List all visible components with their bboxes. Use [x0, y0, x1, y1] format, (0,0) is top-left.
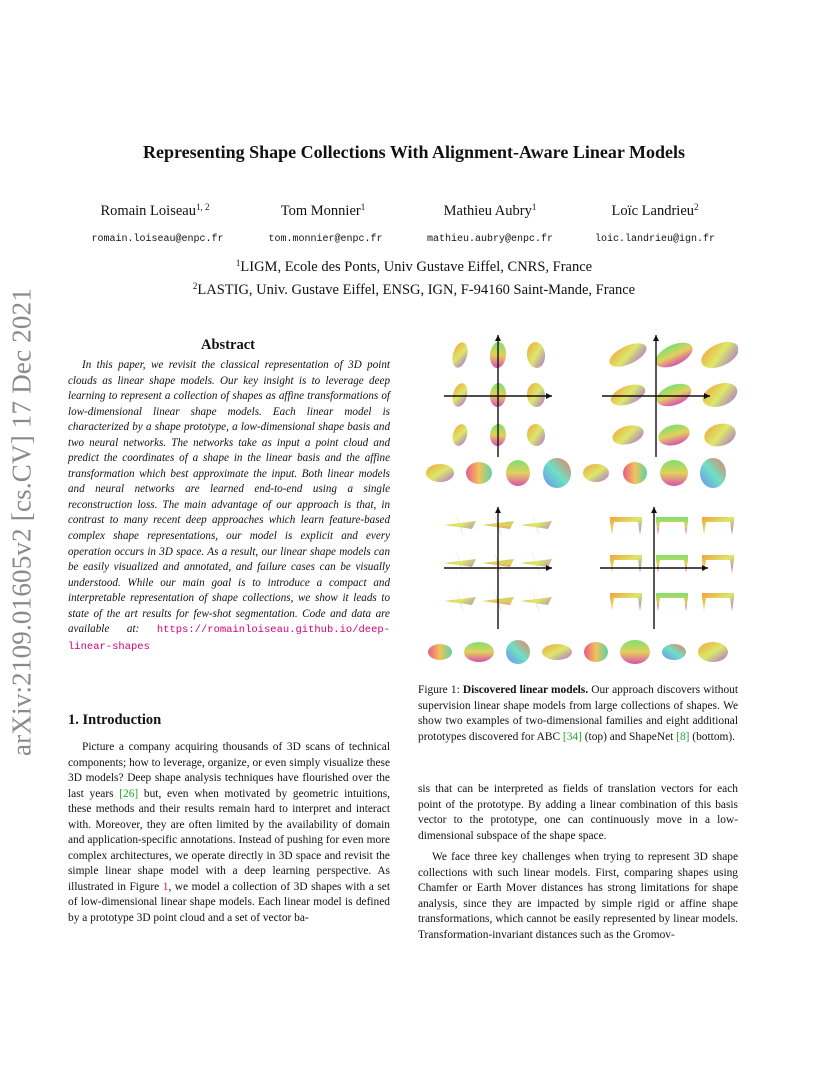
abstract-text: In this paper, we revisit the classical representation of 3D point clouds as linear shape models. Our key insight is to leverage deep learning to represent a collection of shapes as affine transformations of low-dimensional linear shape models. Each linear model is characterized by a shape prototype, a low-dimensional shape basis and two neural networks. The networks take as input a point cloud and predict the coordinates of a shape in the linear basis and the affine transformation which best approximate the input. Both linear models and neural networks are learned end-to-end using a single reconstruction loss. The main advantage of our approach is that, in contrast to many recent deep approaches which learn feature-based complex shape representations, our model is explicit and every operation occurs in 3D space. As a result, our linear shape models can be easily visualized and annotated, and failure cases can be visually understood. While our main goal is to introduce a compact and interpretable representation of shape collections, we show it leads to state of the art results for few-shot segmentation. Code and data are available at: — [68, 359, 390, 636]
shapenet-prototype-shape — [698, 642, 728, 662]
caption-title: Discovered linear models. — [462, 684, 589, 696]
abc-prototype-shape — [623, 462, 647, 484]
shapenet-family-b-shape — [610, 555, 642, 573]
shapenet-family-b-y-arrow — [651, 507, 657, 513]
author-email: romain.loiseau@enpc.fr — [91, 234, 224, 245]
shapenet-family-b-shape — [702, 517, 734, 535]
author-name: Romain Loiseau — [100, 203, 196, 219]
abc-family-a-shape — [450, 341, 470, 370]
author-sup: 1, 2 — [195, 202, 210, 212]
author-sup: 2 — [694, 202, 699, 212]
citation-link[interactable]: [26] — [119, 787, 139, 800]
abc-family-a-shape — [450, 382, 470, 409]
abc-family-a-x-arrow — [546, 393, 552, 399]
author-sup: 1 — [531, 202, 537, 212]
author-4 — [580, 203, 730, 220]
author-email: tom.monnier@enpc.fr — [268, 234, 383, 245]
abc-prototype-shape — [543, 458, 571, 488]
abc-family-b-shape — [610, 422, 646, 448]
figure-1-caption — [418, 683, 738, 745]
right-column-body — [418, 782, 738, 943]
caption-text: (top) and ShapeNet — [581, 730, 677, 743]
author-email: mathieu.aubry@enpc.fr — [426, 234, 554, 245]
abc-prototype-shape — [660, 460, 688, 486]
shapenet-prototype-shape — [620, 640, 650, 664]
abc-prototype-shape — [583, 464, 609, 482]
author-1 — [80, 203, 230, 220]
abc-family-b-shape — [656, 421, 692, 449]
caption-text: (bottom). — [689, 730, 736, 743]
caption-text: Our approach discovers without supervision linear shape models from large collections of shapes. We show two examples of two-dimensional families and eight additional prototypes discovered for ABC — [418, 684, 738, 743]
shapenet-family-b-shape — [656, 593, 688, 611]
affiliation-text: LIGM, Ecole des Ponts, Univ Gustave Eiffel, CNRS, France — [240, 259, 593, 275]
abc-prototype-shape — [506, 460, 530, 486]
shapenet-family-a-y-arrow — [495, 507, 501, 513]
arxiv-stamp: arXiv:2109.01605v2 [cs.CV] 17 Dec 2021 — [6, 287, 37, 757]
author-2 — [248, 203, 398, 220]
code-link[interactable]: https://romainloiseau.github.io/deep-linear-shapes — [68, 624, 390, 653]
shapenet-family-a-shape — [520, 589, 552, 613]
abc-family-b-shape — [702, 420, 738, 450]
abc-family-a-y-arrow — [495, 335, 501, 341]
intro-text: but, even when motivated by geometric intuitions, these methods and their results remain hard to interpret and interact with. Moreover, they are often limited by the availability of domain and application-specific annotations. Instead of pushing for even more complex architectures, we operate directly in 3D space and revisit the simple linear shape model with a deep learning perspective. As illustrated in Figure — [68, 787, 390, 893]
author-sup: 1 — [360, 202, 366, 212]
shapenet-family-b-shape — [610, 517, 642, 535]
citation-link[interactable]: [8] — [676, 730, 690, 743]
abc-family-a-shape — [450, 423, 469, 448]
abc-prototype-shape — [426, 464, 454, 482]
shapenet-family-a-shape — [444, 589, 476, 613]
abc-family-b-shape — [606, 338, 650, 371]
intro-text: Picture a company acquiring thousands of 3D scans of technical components; how to leverage, organize, or even simply visualize these 3D models? Deep shape analysis techniques have flourished over the last years — [68, 741, 390, 800]
shapenet-prototype-shape — [428, 644, 452, 660]
affiliation-1 — [0, 259, 828, 276]
abc-family-b-shape — [697, 337, 738, 374]
shapenet-family-a-shape — [520, 513, 552, 537]
paper-title: Representing Shape Collections With Alignment-Aware Linear Models — [142, 142, 685, 162]
shapenet-family-b-shape — [656, 555, 688, 573]
introduction-paragraph — [68, 740, 390, 927]
affiliation-sup: 2 — [192, 281, 198, 291]
affiliation-sup: 1 — [235, 258, 241, 268]
shapenet-family-a-shape — [520, 551, 552, 575]
section-heading-introduction: 1. Introduction — [68, 712, 162, 728]
shapenet-family-b-shape — [702, 555, 734, 573]
abc-prototype-shape — [700, 458, 726, 488]
abc-family-a-shape — [526, 423, 546, 446]
shapenet-family-a-shape — [444, 551, 476, 575]
author-name: Loïc Landrieu — [611, 203, 695, 219]
figure-1 — [418, 330, 738, 675]
shapenet-prototype-shape — [584, 642, 608, 662]
shapenet-prototype-shape — [542, 644, 572, 660]
author-name: Tom Monnier — [280, 203, 361, 219]
author-3 — [410, 203, 570, 220]
abc-family-b-shape — [652, 337, 697, 372]
abc-family-b-shape — [608, 380, 648, 409]
author-name: Mathieu Aubry — [443, 203, 532, 219]
affiliation-2 — [0, 282, 828, 299]
author-email: loic.landrieu@ign.fr — [594, 234, 716, 245]
shapenet-family-a-x-arrow — [546, 565, 552, 571]
body-paragraph: We face three key challenges when trying to represent 3D shape collections with such linear models. First, comparing shapes using Chamfer or Earth Mover distances has strong limitations for shape analysis, since they are impacted by simple rigid or affine shape transformations, which cannot be easily represented by linear models. Transformation-invariant distances such as the Gromov- — [418, 851, 738, 941]
figure-link[interactable]: 1 — [162, 880, 169, 893]
abc-family-b-y-arrow — [653, 335, 659, 341]
shapenet-family-b-shape — [702, 593, 734, 611]
shapenet-prototype-shape — [506, 640, 530, 664]
abstract-heading: Abstract — [201, 337, 255, 353]
abc-family-a-shape — [526, 341, 546, 368]
abc-family-b-shape — [654, 379, 695, 410]
shapenet-prototype-shape — [464, 642, 494, 662]
citation-link[interactable]: [34] — [562, 730, 582, 743]
body-paragraph: sis that can be interpreted as fields of translation vectors for each point of the prototype. By adding a linear combination of this basis vector to the prototype, one can continuously move in a low-dimensional subspace of the shape space. — [418, 783, 738, 842]
abstract-body — [68, 358, 390, 655]
figure-1-illustration — [418, 330, 738, 675]
abc-prototype-shape — [466, 462, 492, 484]
intro-text: , we model a collection of 3D shapes with a set of low-dimensional linear shape models. Each linear model is defined by a prototype 3D point cloud and a set of vector ba- — [68, 880, 390, 925]
affiliation-text: LASTIG, Univ. Gustave Eiffel, ENSG, IGN, F-94160 Saint-Mande, France — [197, 282, 636, 298]
shapenet-family-a-shape — [444, 513, 476, 537]
shapenet-family-b-shape — [656, 517, 688, 535]
shapenet-prototype-shape — [662, 644, 686, 660]
shapenet-family-b-shape — [610, 593, 642, 611]
caption-label: Figure 1: — [418, 684, 460, 696]
abc-family-a-shape — [526, 382, 546, 407]
